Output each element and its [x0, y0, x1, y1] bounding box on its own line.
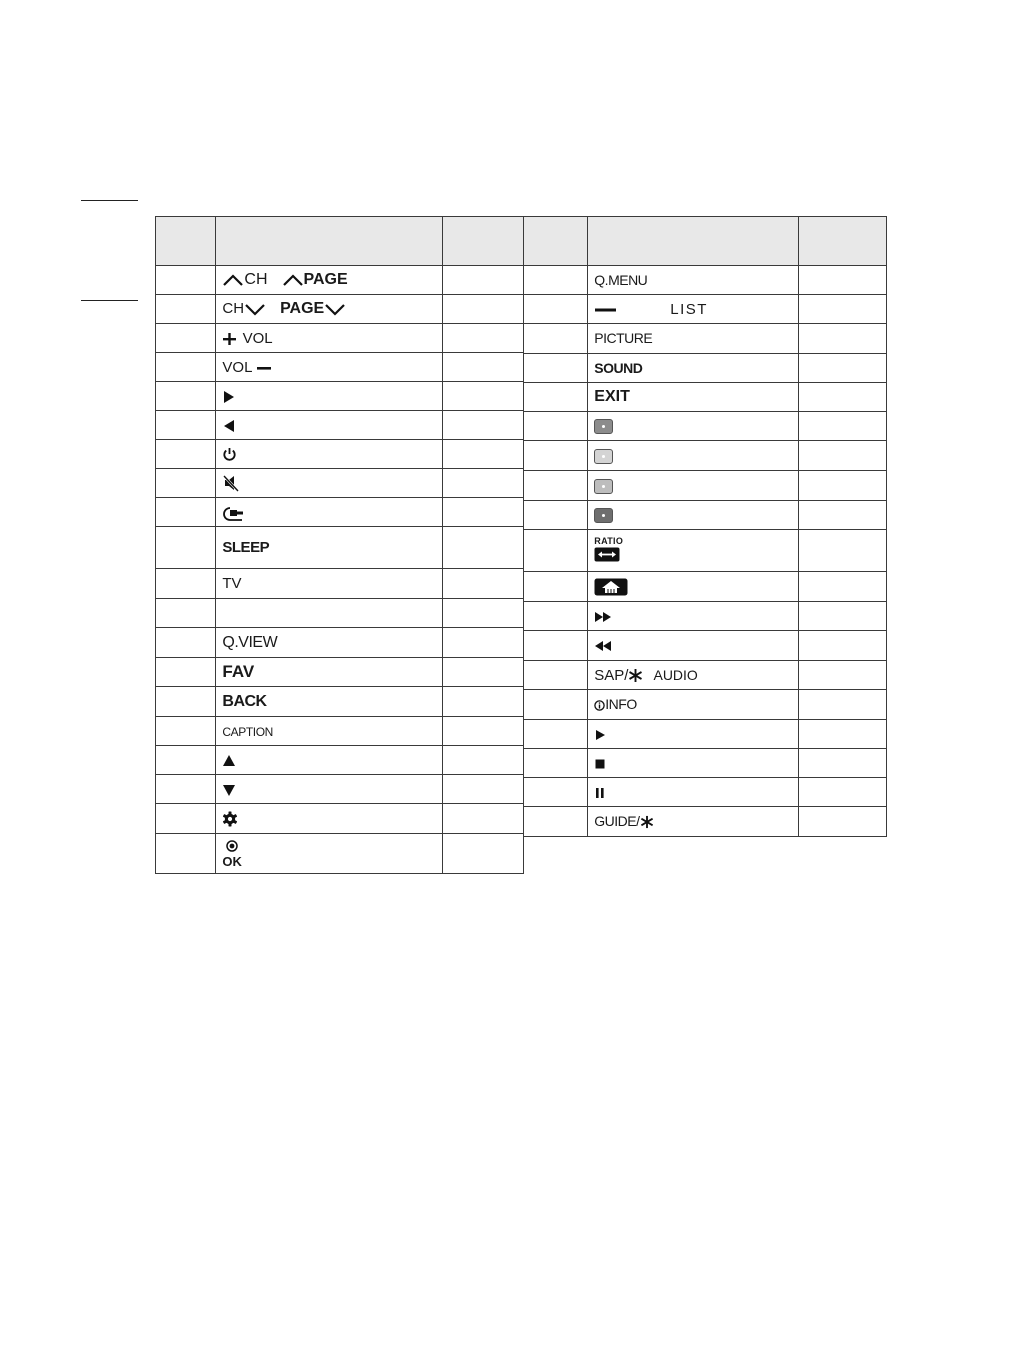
- tv-label: TV: [222, 575, 242, 592]
- no-cell: [524, 383, 588, 412]
- key-cell: [588, 720, 799, 749]
- value-cell: [443, 717, 524, 746]
- asterisk-icon: [640, 815, 654, 829]
- no-cell: [156, 834, 216, 874]
- table-row: [156, 775, 524, 804]
- key-cell: [588, 661, 799, 690]
- value-cell: [798, 530, 886, 572]
- key-cell: [588, 807, 799, 837]
- mute-icon: [222, 474, 240, 492]
- asterisk-icon: [628, 668, 643, 683]
- value-cell: [798, 631, 886, 661]
- key-cell: [588, 354, 799, 383]
- table-row: [156, 266, 524, 295]
- key-cell: [216, 834, 443, 874]
- ratio-label: RATIO: [594, 535, 624, 546]
- table-row: [156, 834, 524, 874]
- qmenu-label: Q.MENU: [594, 271, 648, 288]
- no-cell: [156, 324, 216, 353]
- no-cell: [524, 471, 588, 501]
- no-cell: [524, 631, 588, 661]
- left-key-table: [155, 216, 524, 874]
- no-cell: [524, 749, 588, 778]
- red-button-icon: [594, 419, 613, 434]
- no-cell: [156, 498, 216, 527]
- value-cell: [798, 602, 886, 631]
- triangle-down-icon: [222, 783, 236, 797]
- list-label: LIST: [670, 300, 708, 318]
- blue-button-icon: [594, 508, 613, 523]
- table-row: [156, 746, 524, 775]
- key-cell: [588, 602, 799, 631]
- no-cell: [524, 324, 588, 354]
- table-row: [156, 295, 524, 324]
- value-cell: [443, 527, 524, 569]
- key-cell: [216, 775, 443, 804]
- value-cell: [443, 834, 524, 874]
- header-cell: [588, 217, 799, 266]
- ok-circle-icon: [226, 840, 238, 852]
- sound-label: SOUND: [594, 359, 643, 376]
- value-cell: [798, 354, 886, 383]
- page-label: PAGE: [303, 271, 348, 288]
- value-cell: [443, 469, 524, 498]
- value-cell: [443, 324, 524, 353]
- fav-label: FAV: [222, 662, 255, 681]
- no-cell: [524, 720, 588, 749]
- table-row: [156, 804, 524, 834]
- vol-label: VOL: [242, 329, 273, 347]
- value-cell: [443, 411, 524, 440]
- table-row: [156, 599, 524, 628]
- no-cell: [156, 266, 216, 295]
- page-label: PAGE: [280, 300, 325, 317]
- no-cell: [156, 527, 216, 569]
- right-key-table: [523, 216, 887, 837]
- back-label: BACK: [222, 692, 267, 710]
- no-cell: [524, 778, 588, 807]
- value-cell: [798, 778, 886, 807]
- table-row: [156, 469, 524, 498]
- key-cell: [588, 749, 799, 778]
- table-row: [524, 383, 887, 412]
- value-cell: [443, 599, 524, 628]
- ratio-button-symbol: [594, 537, 623, 565]
- value-cell: [798, 807, 886, 837]
- minus-icon: [594, 305, 618, 315]
- no-cell: [156, 687, 216, 717]
- no-cell: [524, 441, 588, 471]
- guide-label: GUIDE/: [594, 813, 640, 829]
- no-cell: [524, 412, 588, 441]
- header-cell: [216, 217, 443, 266]
- value-cell: [798, 690, 886, 720]
- no-cell: [156, 599, 216, 628]
- chevron-up-icon: [222, 273, 244, 287]
- key-cell: [588, 631, 799, 661]
- minus-icon: [256, 361, 272, 375]
- vol-label: VOL: [222, 358, 252, 376]
- table-row: [524, 720, 887, 749]
- power-icon: [222, 447, 237, 462]
- play-icon: [594, 729, 606, 741]
- ch-label: CH: [244, 271, 268, 288]
- key-cell: [216, 717, 443, 746]
- key-cell: [216, 599, 443, 628]
- value-cell: [443, 628, 524, 658]
- value-cell: [798, 412, 886, 441]
- table-row: [524, 631, 887, 661]
- no-cell: [156, 382, 216, 411]
- value-cell: [798, 661, 886, 690]
- table-row: [524, 295, 887, 324]
- ratio-arrows-icon: [594, 547, 620, 562]
- table-row: [156, 382, 524, 411]
- table-row: [156, 527, 524, 569]
- no-cell: [524, 354, 588, 383]
- plus-icon: [222, 332, 238, 346]
- value-cell: [443, 353, 524, 382]
- key-cell: [216, 440, 443, 469]
- table-row: [156, 717, 524, 746]
- value-cell: [798, 295, 886, 324]
- no-cell: [156, 440, 216, 469]
- table-row: [524, 266, 887, 295]
- yellow-button-icon: [594, 479, 613, 494]
- key-cell: [216, 569, 443, 599]
- picture-label: PICTURE: [594, 330, 653, 346]
- key-cell: [216, 527, 443, 569]
- no-cell: [156, 469, 216, 498]
- value-cell: [443, 498, 524, 527]
- value-cell: [443, 746, 524, 775]
- table-row: [524, 661, 887, 690]
- table-row: [524, 749, 887, 778]
- header-cell: [443, 217, 524, 266]
- table-row: [156, 628, 524, 658]
- key-cell: [588, 530, 799, 572]
- ch-label: CH: [222, 300, 245, 317]
- key-cell: [216, 266, 443, 295]
- key-cell: [588, 412, 799, 441]
- no-cell: [156, 628, 216, 658]
- key-cell: [216, 687, 443, 717]
- no-cell: [524, 602, 588, 631]
- triangle-right-icon: [222, 390, 236, 404]
- key-cell: [588, 266, 799, 295]
- key-cell: [216, 411, 443, 440]
- value-cell: [443, 775, 524, 804]
- table-row: [156, 498, 524, 527]
- no-cell: [156, 295, 216, 324]
- key-cell: [588, 501, 799, 530]
- table-row: [524, 807, 887, 837]
- fast-forward-icon: [594, 611, 612, 623]
- chevron-down-icon: [324, 302, 346, 316]
- home-icon: [594, 578, 628, 596]
- mid-rule: [81, 300, 138, 301]
- no-cell: [156, 658, 216, 687]
- table-header: [524, 217, 887, 266]
- key-cell: [216, 498, 443, 527]
- value-cell: [798, 324, 886, 354]
- table-row: [524, 530, 887, 572]
- value-cell: [443, 569, 524, 599]
- triangle-up-icon: [222, 754, 236, 768]
- table-row: [524, 412, 887, 441]
- value-cell: [443, 440, 524, 469]
- no-cell: [524, 295, 588, 324]
- chevron-down-icon: [244, 302, 266, 316]
- key-cell: [216, 658, 443, 687]
- rewind-icon: [594, 640, 612, 652]
- key-cell: [216, 628, 443, 658]
- no-cell: [156, 746, 216, 775]
- key-cell: [216, 746, 443, 775]
- table-row: [156, 569, 524, 599]
- value-cell: [798, 501, 886, 530]
- key-cell: [216, 382, 443, 411]
- no-cell: [524, 572, 588, 602]
- table-row: [156, 353, 524, 382]
- table-row: [524, 354, 887, 383]
- value-cell: [443, 687, 524, 717]
- caption-label: CAPTION: [222, 724, 273, 739]
- table-row: [156, 687, 524, 717]
- no-cell: [524, 690, 588, 720]
- value-cell: [798, 441, 886, 471]
- green-button-icon: [594, 449, 613, 464]
- table-row: [156, 440, 524, 469]
- table-row: [156, 658, 524, 687]
- gear-icon: [222, 811, 238, 827]
- key-cell: [588, 324, 799, 354]
- no-cell: [156, 569, 216, 599]
- top-rule: [81, 200, 138, 201]
- no-cell: [156, 717, 216, 746]
- key-cell: [588, 690, 799, 720]
- value-cell: [798, 471, 886, 501]
- no-cell: [156, 804, 216, 834]
- key-cell: [588, 383, 799, 412]
- ok-label: OK: [222, 853, 242, 869]
- table-row: [524, 778, 887, 807]
- value-cell: [443, 804, 524, 834]
- table-row: [524, 324, 887, 354]
- pause-icon: [594, 787, 606, 799]
- value-cell: [443, 295, 524, 324]
- table-row: [524, 441, 887, 471]
- no-cell: [156, 411, 216, 440]
- triangle-left-icon: [222, 419, 236, 433]
- input-icon: [222, 505, 244, 521]
- value-cell: [798, 749, 886, 778]
- table-row: [156, 324, 524, 353]
- key-cell: [216, 295, 443, 324]
- value-cell: [443, 658, 524, 687]
- key-cell: [216, 469, 443, 498]
- table-row: [524, 602, 887, 631]
- sleep-label: SLEEP: [222, 539, 270, 556]
- table-row: [524, 572, 887, 602]
- no-cell: [156, 775, 216, 804]
- info-label: INFO: [605, 696, 637, 712]
- key-cell: [588, 572, 799, 602]
- stop-icon: [594, 758, 606, 770]
- value-cell: [798, 266, 886, 295]
- key-cell: [588, 471, 799, 501]
- value-cell: [443, 382, 524, 411]
- value-cell: [798, 720, 886, 749]
- qview-label: Q.VIEW: [222, 633, 278, 651]
- no-cell: [524, 530, 588, 572]
- table-header: [156, 217, 524, 266]
- info-icon: [594, 700, 605, 711]
- audio-label: AUDIO: [653, 666, 698, 683]
- chevron-up-icon: [282, 273, 304, 287]
- value-cell: [798, 383, 886, 412]
- value-cell: [443, 266, 524, 295]
- header-cell: [524, 217, 588, 266]
- key-cell: [216, 353, 443, 382]
- no-cell: [524, 266, 588, 295]
- table-row: [524, 690, 887, 720]
- value-cell: [798, 572, 886, 602]
- exit-label: EXIT: [594, 388, 630, 405]
- no-cell: [156, 353, 216, 382]
- key-cell: [588, 295, 799, 324]
- no-cell: [524, 661, 588, 690]
- key-cell: [216, 324, 443, 353]
- ok-button-symbol: [222, 840, 242, 868]
- key-cell: [216, 804, 443, 834]
- table-row: [524, 501, 887, 530]
- table-row: [524, 471, 887, 501]
- no-cell: [524, 501, 588, 530]
- header-cell: [156, 217, 216, 266]
- sap-label: SAP/: [594, 666, 629, 684]
- header-cell: [798, 217, 886, 266]
- key-cell: [588, 441, 799, 471]
- key-cell: [588, 778, 799, 807]
- table-row: [156, 411, 524, 440]
- no-cell: [524, 807, 588, 837]
